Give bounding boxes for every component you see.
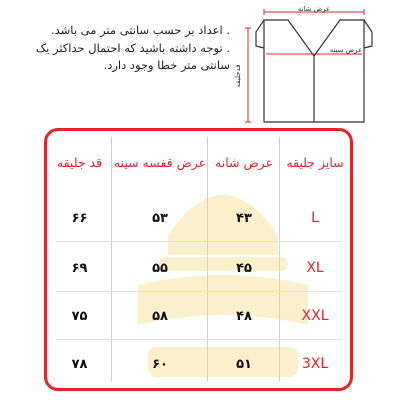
chest-cell: ۵۸ — [152, 308, 168, 324]
shoulder-label: عرض شانه — [297, 6, 331, 13]
table-row — [47, 341, 350, 387]
vest-outline — [256, 20, 372, 122]
chest-cell: ۵۳ — [152, 210, 168, 226]
length-cell: ۷۸ — [71, 356, 88, 372]
length-cell: ۷۵ — [71, 308, 88, 324]
shoulder-cell: ۵۱ — [236, 356, 252, 372]
table-header-row — [47, 139, 350, 185]
vest-diagram — [226, 6, 376, 126]
length-cell: ۶۹ — [71, 260, 88, 276]
chest-cell: ۵۵ — [152, 260, 168, 276]
header-chest: عرض قفسه سینه — [113, 154, 207, 170]
table-row — [47, 195, 350, 241]
chest-cell: ۶۰ — [152, 356, 168, 372]
header-shoulder: عرض شانه — [215, 154, 273, 170]
length-cell: ۶۶ — [71, 210, 88, 226]
table-row — [47, 245, 350, 291]
table-row — [47, 293, 350, 339]
note-error-margin: . توجه داشته باشید که احتمال حداکثر یک سانتی متر خطا وجود دارد. — [35, 40, 230, 72]
size-cell: 3XL — [301, 356, 329, 372]
shoulder-cell: ۴۵ — [236, 260, 252, 276]
length-measure — [245, 28, 251, 122]
size-table — [44, 128, 353, 391]
shoulder-cell: ۴۳ — [236, 210, 252, 226]
header-length: قد جلیقه — [56, 154, 103, 170]
size-cell: L — [311, 210, 319, 226]
shoulder-cell: ۴۸ — [236, 308, 252, 324]
size-cell: XXL — [301, 308, 329, 324]
size-notes — [18, 22, 230, 75]
chest-label: عرض سینه — [329, 46, 363, 54]
size-cell: XL — [306, 260, 324, 276]
note-units: . اعداد بر حسب سانتی متر می باشد. — [50, 23, 230, 37]
header-size: سایز جلیقه — [286, 154, 344, 170]
length-label: قدجلیقه — [234, 64, 242, 88]
